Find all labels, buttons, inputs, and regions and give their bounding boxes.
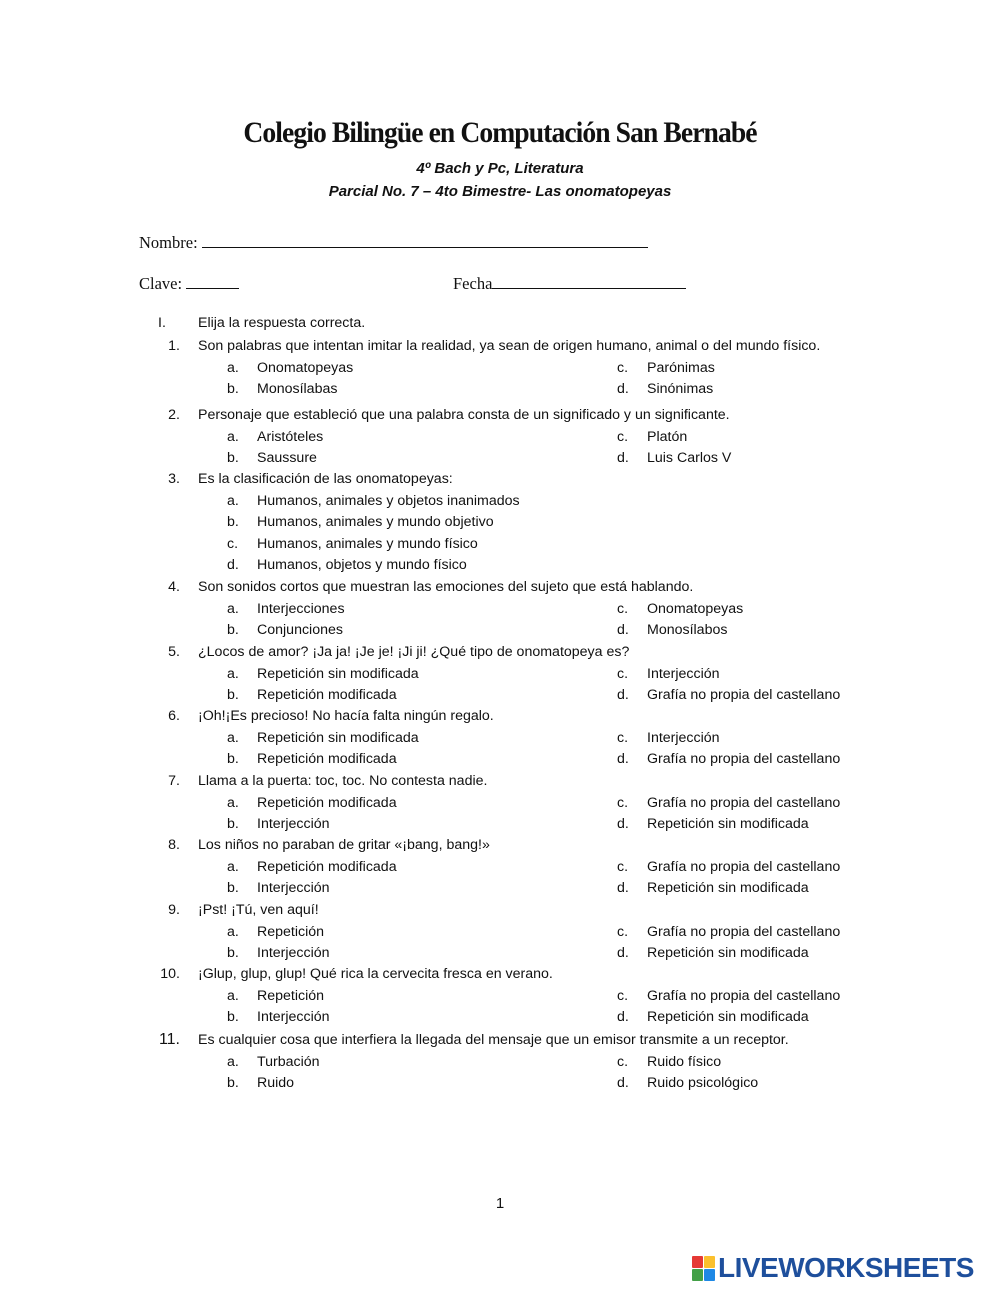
question-number: 3. [168, 471, 180, 487]
answer-option[interactable]: Ruido [257, 1075, 295, 1092]
answer-option[interactable]: Aristóteles [257, 428, 324, 445]
option-letter: d. [617, 1009, 629, 1026]
option-letter: a. [227, 359, 239, 376]
question-number: 8. [168, 837, 180, 853]
option-letter: d. [617, 622, 629, 639]
course-subtitle: 4º Bach y Pc, Literatura [416, 160, 584, 177]
section-number: I. [158, 315, 166, 331]
option-letter: d. [617, 816, 629, 833]
option-letter: b. [227, 751, 239, 768]
answer-option[interactable]: Interjección [257, 945, 330, 962]
answer-option[interactable]: Repetición sin modificada [647, 945, 809, 962]
option-letter: c. [617, 665, 629, 682]
answer-option[interactable]: Repetición sin modificada [647, 816, 809, 833]
option-letter: c. [617, 428, 629, 445]
nombre-input-line[interactable] [202, 233, 648, 248]
answer-option[interactable]: Grafía no propia del castellano [647, 751, 841, 768]
question-text: Es la clasificación de las onomatopeyas: [198, 471, 453, 487]
option-letter: c. [617, 1053, 629, 1070]
answer-option[interactable]: Onomatopeyas [647, 600, 744, 617]
section-instruction: Elija la respuesta correcta. [198, 315, 366, 331]
answer-option[interactable]: Ruido psicológico [647, 1075, 759, 1092]
fecha-input-line[interactable] [492, 274, 686, 289]
question-text: ¡Glup, glup, glup! Qué rica la cervecita fresca en verano. [198, 966, 553, 982]
school-title: Colegio Bilingüe en Computación San Bernabé [243, 116, 757, 149]
question-text: ¿Locos de amor? ¡Ja ja! ¡Je je! ¡Ji ji! ¿Qué tipo de onomatopeya es? [198, 644, 630, 660]
question-text: Personaje que estableció que una palabra consta de un significado y un significante. [198, 407, 730, 423]
option-letter: b. [227, 514, 239, 531]
question-text: Son palabras que intentan imitar la realidad, ya sean de origen humano, animal o del mundo físico. [198, 338, 821, 354]
answer-option[interactable]: Repetición modificada [257, 751, 397, 768]
answer-option[interactable]: Repetición sin modificada [647, 880, 809, 897]
answer-option[interactable]: Grafía no propia del castellano [647, 923, 841, 940]
question-text: ¡Pst! ¡Tú, ven aquí! [198, 902, 319, 918]
answer-option[interactable]: Ruido físico [647, 1053, 722, 1070]
answer-option[interactable]: Grafía no propia del castellano [647, 858, 841, 875]
option-letter: d. [617, 1075, 629, 1092]
option-letter: d. [617, 381, 629, 398]
answer-option[interactable]: Repetición sin modificada [257, 665, 419, 682]
option-letter: b. [227, 1075, 239, 1092]
liveworksheets-wordmark: LIVEWORKSHEETS [718, 1252, 974, 1283]
answer-option[interactable]: Repetición modificada [257, 858, 397, 875]
option-letter: b. [227, 687, 239, 704]
fecha-label: Fecha [453, 274, 493, 293]
option-letter: c. [617, 600, 629, 617]
option-letter: c. [617, 987, 629, 1004]
answer-option[interactable]: Platón [647, 428, 688, 445]
option-letter: a. [227, 665, 239, 682]
option-letter: b. [227, 816, 239, 833]
question-text: Llama a la puerta: toc, toc. No contesta nadie. [198, 773, 488, 789]
answer-option[interactable]: Interjección [647, 665, 720, 682]
option-letter: b. [227, 450, 239, 467]
question-text: Los niños no paraban de gritar «¡bang, bang!» [198, 837, 490, 853]
option-letter: b. [227, 1009, 239, 1026]
question-number: 10. [160, 966, 180, 982]
question-number: 4. [168, 579, 180, 595]
option-letter: b. [227, 622, 239, 639]
option-letter: b. [227, 381, 239, 398]
answer-option[interactable]: Monosílabas [257, 381, 338, 398]
option-letter: c. [617, 729, 629, 746]
option-letter: a. [227, 987, 239, 1004]
answer-option[interactable]: Repetición sin modificada [647, 1009, 809, 1026]
option-letter: a. [227, 428, 239, 445]
option-letter: a. [227, 492, 239, 509]
question-number: 6. [168, 708, 180, 724]
clave-label: Clave: [139, 274, 183, 293]
option-letter: d. [617, 687, 629, 704]
exam-subtitle: Parcial No. 7 – 4to Bimestre- Las onomatopeyas [328, 183, 672, 200]
fecha-field [453, 274, 686, 294]
clave-input-line[interactable] [186, 274, 239, 289]
option-letter: a. [227, 923, 239, 940]
answer-option[interactable]: Saussure [257, 450, 317, 467]
answer-option[interactable]: Grafía no propia del castellano [647, 987, 841, 1004]
answer-option[interactable]: Humanos, objetos y mundo físico [257, 557, 467, 574]
answer-option[interactable]: Humanos, animales y mundo físico [257, 535, 478, 552]
answer-option[interactable]: Grafía no propia del castellano [647, 794, 841, 811]
option-letter: d. [617, 450, 629, 467]
question-text: ¡Oh!¡Es precioso! No hacía falta ningún regalo. [198, 708, 494, 724]
page-number: 1 [495, 1195, 505, 1212]
answer-option[interactable]: Repetición [257, 987, 325, 1004]
answer-option[interactable]: Humanos, animales y objetos inanimados [257, 492, 520, 509]
option-letter: c. [617, 794, 629, 811]
answer-option[interactable]: Onomatopeyas [257, 359, 354, 376]
option-letter: d. [617, 945, 629, 962]
answer-option[interactable]: Monosílabos [647, 622, 728, 639]
answer-option[interactable]: Repetición modificada [257, 687, 397, 704]
question-number: 9. [168, 902, 180, 918]
answer-option[interactable]: Interjección [257, 816, 330, 833]
answer-option[interactable]: Repetición modificada [257, 794, 397, 811]
option-letter: d. [617, 751, 629, 768]
question-number: 2. [168, 407, 180, 423]
clave-field [139, 274, 239, 294]
answer-option[interactable]: Interjecciones [257, 600, 345, 617]
option-letter: d. [617, 880, 629, 897]
answer-option[interactable]: Repetición [257, 923, 325, 940]
answer-option[interactable]: Repetición sin modificada [257, 729, 419, 746]
answer-option[interactable]: Turbación [257, 1053, 320, 1070]
option-letter: d. [227, 557, 239, 574]
option-letter: b. [227, 945, 239, 962]
option-letter: c. [617, 359, 629, 376]
answer-option[interactable]: Conjunciones [257, 622, 343, 639]
question-text: Es cualquier cosa que interfiera la llegada del mensaje que un emisor transmite a un receptor. [198, 1032, 789, 1048]
answer-option[interactable]: Interjección [257, 1009, 330, 1026]
answer-option[interactable]: Grafía no propia del castellano [647, 687, 841, 704]
option-letter: b. [227, 880, 239, 897]
option-letter: c. [227, 535, 239, 552]
question-text: Son sonidos cortos que muestran las emociones del sujeto que está hablando. [198, 579, 694, 595]
answer-option[interactable]: Interjección [257, 880, 330, 897]
option-letter: a. [227, 794, 239, 811]
answer-option[interactable]: Humanos, animales y mundo objetivo [257, 514, 494, 531]
question-number: 7. [168, 773, 180, 789]
nombre-field [139, 233, 648, 253]
option-letter: a. [227, 600, 239, 617]
answer-option[interactable]: Interjección [647, 729, 720, 746]
option-letter: a. [227, 1053, 239, 1070]
option-letter: c. [617, 923, 629, 940]
question-number: 11. [158, 1031, 180, 1048]
question-number: 5. [168, 644, 180, 660]
answer-option[interactable]: Sinónimas [647, 381, 714, 398]
answer-option[interactable]: Luis Carlos V [647, 450, 732, 467]
liveworksheets-logo-icon [692, 1256, 716, 1282]
question-number: 1. [168, 338, 180, 354]
option-letter: a. [227, 858, 239, 875]
option-letter: a. [227, 729, 239, 746]
answer-option[interactable]: Parónimas [647, 359, 715, 376]
nombre-label: Nombre: [139, 233, 198, 252]
option-letter: c. [617, 858, 629, 875]
